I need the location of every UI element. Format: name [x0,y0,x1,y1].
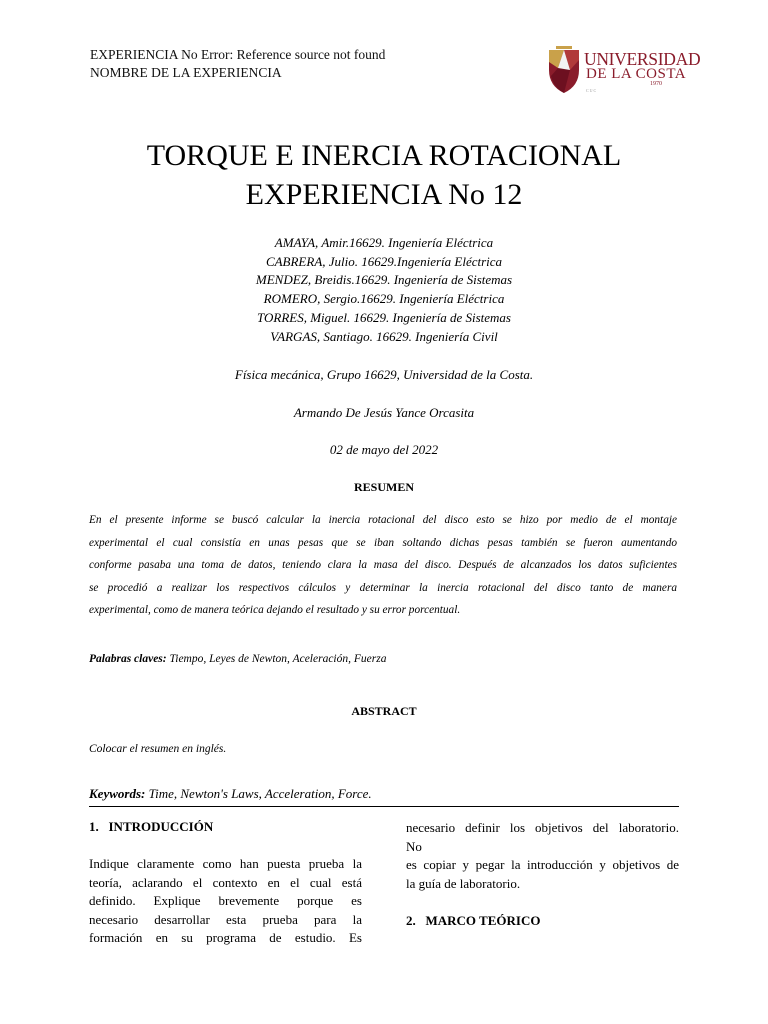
author-item: ROMERO, Sergio.16629. Ingeniería Eléctrica [263,291,505,307]
intro-line: formación en su programa de estudio. Es [89,930,362,945]
right-col-line: la guía de laboratorio. [406,875,521,891]
logo-name-line2: DE LA COSTA [586,66,687,82]
intro-line: definido. Explique brevemente porque es [89,893,362,908]
header-experience-line: EXPERIENCIA No Error: Reference source not found [90,47,386,62]
right-col-line: necesario definir los objetivos del laboratorio. [406,820,679,835]
professor-name: Armando De Jesús Yance Orcasita [293,405,475,420]
intro-line: Indique claramente como han puesta prueba la [89,856,362,871]
marco-teorico-heading: 2. MARCO TEÓRICO [406,913,541,928]
logo-tagline: CUC [586,88,598,93]
keywords-en-label: Keywords: [89,786,146,801]
resumen-line: experimental el cual consistía en unas pesas que se iban soltando dichas pesas también se fueron aumentando [89,536,677,549]
intro-body [89,855,362,948]
abstract-keywords [89,786,372,802]
right-col-line: No [406,838,422,854]
keywords-label: Palabras claves: [89,653,167,665]
intro-line: necesario desarrollar esta prueba para la [89,911,362,927]
keywords-text: Tiempo, Leyes de Newton, Aceleración, Fuerza [169,653,387,665]
author-item: AMAYA, Amir.16629. Ingeniería Eléctrica [274,235,494,250]
running-header [90,46,385,82]
header-experience-name: NOMBRE DE LA EXPERIENCIA [90,65,282,80]
affiliation: Física mecánica, Grupo 16629, Universidad de la Costa. [234,367,534,382]
author-item: CABRERA, Julio. 16629.Ingeniería Eléctrica [265,253,503,269]
resumen-heading: RESUMEN [353,480,414,494]
university-logo [546,44,701,96]
keywords-en-text: Time, Newton's Laws, Acceleration, Force. [148,786,372,801]
resumen-line: se procedió a realizar los respectivos cálculos y determinar la inercia rotacional del disco tanto de manera [89,581,677,594]
logo-year: 1970 [650,81,662,87]
resumen-line: En el presente informe se buscó calcular la inercia rotacional del disco esto se hizo por medio de el montaje [89,514,677,526]
right-column-body [406,819,679,893]
abstract-body: Colocar el resumen en inglés. [89,743,227,755]
author-list [0,234,768,346]
abstract-heading: ABSTRACT [351,704,417,718]
date: 02 de mayo del 2022 [329,442,439,457]
intro-heading: 1. INTRODUCCIÓN [89,819,214,834]
resumen-body [89,509,677,622]
paper-title [0,136,768,214]
logo-name-line1: UNIVERSIDAD [584,49,701,69]
title-line-1: TORQUE E INERCIA ROTACIONAL [146,139,622,172]
author-item: VARGAS, Santiago. 16629. Ingeniería Civil [270,328,498,344]
title-line-2: EXPERIENCIA No 12 [245,178,523,211]
resumen-line: conforme pasaba una toma de datos, teniendo clara la masa del disco. Después de alcanzados los datos suficientes [89,559,677,572]
university-shield-icon [546,46,582,94]
resumen-keywords [89,653,386,665]
intro-line: teoría, aclarando el contexto en el cual está [89,874,362,890]
resumen-line: experimental, como de manera teórica dejando el resultado y su error porcentual. [89,604,461,617]
right-col-line: es copiar y pegar la introducción y objetivos de [406,857,679,872]
author-item: MENDEZ, Breidis.16629. Ingeniería de Sistemas [255,272,513,288]
author-item: TORRES, Miguel. 16629. Ingeniería de Sistemas [257,309,511,325]
section-divider [89,806,679,807]
